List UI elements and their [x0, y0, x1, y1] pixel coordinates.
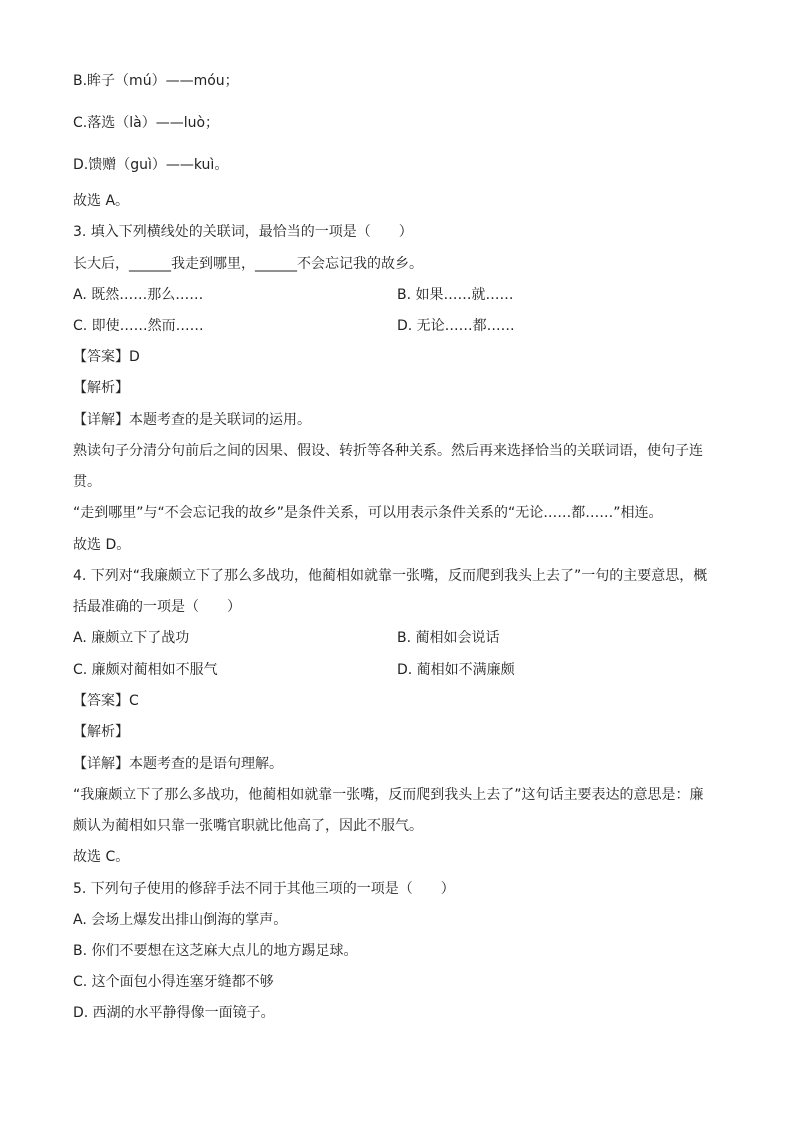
- q2-option-d: D.馈赠（guì）——kuì。: [73, 157, 229, 173]
- q2-option-c: C.落选（là）——luò；: [73, 115, 220, 131]
- q4-explain-1: “我廉颇立下了那么多战功，他蔺相如就靠一张嘴，反而爬到我头上去了”这句话主要表达的意思是：廉: [73, 787, 704, 803]
- q4-analysis-label: 【解析】: [73, 724, 129, 740]
- q5-option-d: D. 西湖的水平静得像一面镜子。: [73, 1005, 275, 1021]
- q3-option-a: A. 既然……那么……: [73, 287, 204, 303]
- q4-option-a: A. 廉颇立下了战功: [73, 630, 190, 646]
- q3-option-b: B. 如果……就……: [397, 287, 514, 303]
- q5-stem: 5. 下列句子使用的修辞手法不同于其他三项的一项是（ ）: [73, 881, 455, 897]
- q3-option-d: D. 无论……都……: [397, 318, 515, 334]
- q3-answer: 【答案】D: [73, 349, 140, 365]
- q3-sentence: 长大后，______我走到哪里，______不会忘记我的故乡。: [73, 256, 423, 272]
- q4-option-b: B. 蔺相如会说话: [397, 630, 500, 646]
- q3-option-c: C. 即使……然而……: [73, 318, 204, 334]
- q3-detail: 【详解】本题考查的是关联词的运用。: [73, 412, 311, 428]
- q4-option-c: C. 廉颇对蔺相如不服气: [73, 662, 218, 678]
- q4-option-d: D. 蔺相如不满廉颇: [397, 662, 515, 678]
- q3-choice: 故选 D。: [73, 537, 131, 553]
- q4-choice: 故选 C。: [73, 849, 130, 865]
- q4-explain-2: 颇认为蔺相如只靠一张嘴官职就比他高了，因此不服气。: [73, 818, 423, 834]
- q3-explain-3: “走到哪里”与“不会忘记我的故乡”是条件关系，可以用表示条件关系的“无论……都……”相连。: [73, 505, 663, 521]
- q3-explain-2: 贯。: [73, 474, 101, 490]
- q3-analysis-label: 【解析】: [73, 380, 129, 396]
- q2-option-b: B.眸子（mú）——móu；: [73, 73, 239, 89]
- q4-detail: 【详解】本题考查的是语句理解。: [73, 756, 283, 772]
- q3-explain-1: 熟读句子分清分句前后之间的因果、假设、转折等各种关系。然后再来选择恰当的关联词语，使句子连: [73, 443, 703, 459]
- q5-option-a: A. 会场上爆发出排山倒海的掌声。: [73, 912, 288, 928]
- q4-answer: 【答案】C: [73, 693, 139, 709]
- q5-option-b: B. 你们不要想在这芝麻大点儿的地方踢足球。: [73, 943, 358, 959]
- q4-stem-2: 括最准确的一项是（ ）: [73, 599, 241, 615]
- q3-stem: 3. 填入下列横线处的关联词，最恰当的一项是（ ）: [73, 224, 413, 240]
- q2-choice: 故选 A。: [73, 193, 130, 209]
- q4-stem-1: 4. 下列对“我廉颇立下了那么多战功，他蔺相如就靠一张嘴，反而爬到我头上去了”一句的主要意思，概: [73, 568, 708, 584]
- q5-option-c: C. 这个面包小得连塞牙缝都不够: [73, 974, 274, 990]
